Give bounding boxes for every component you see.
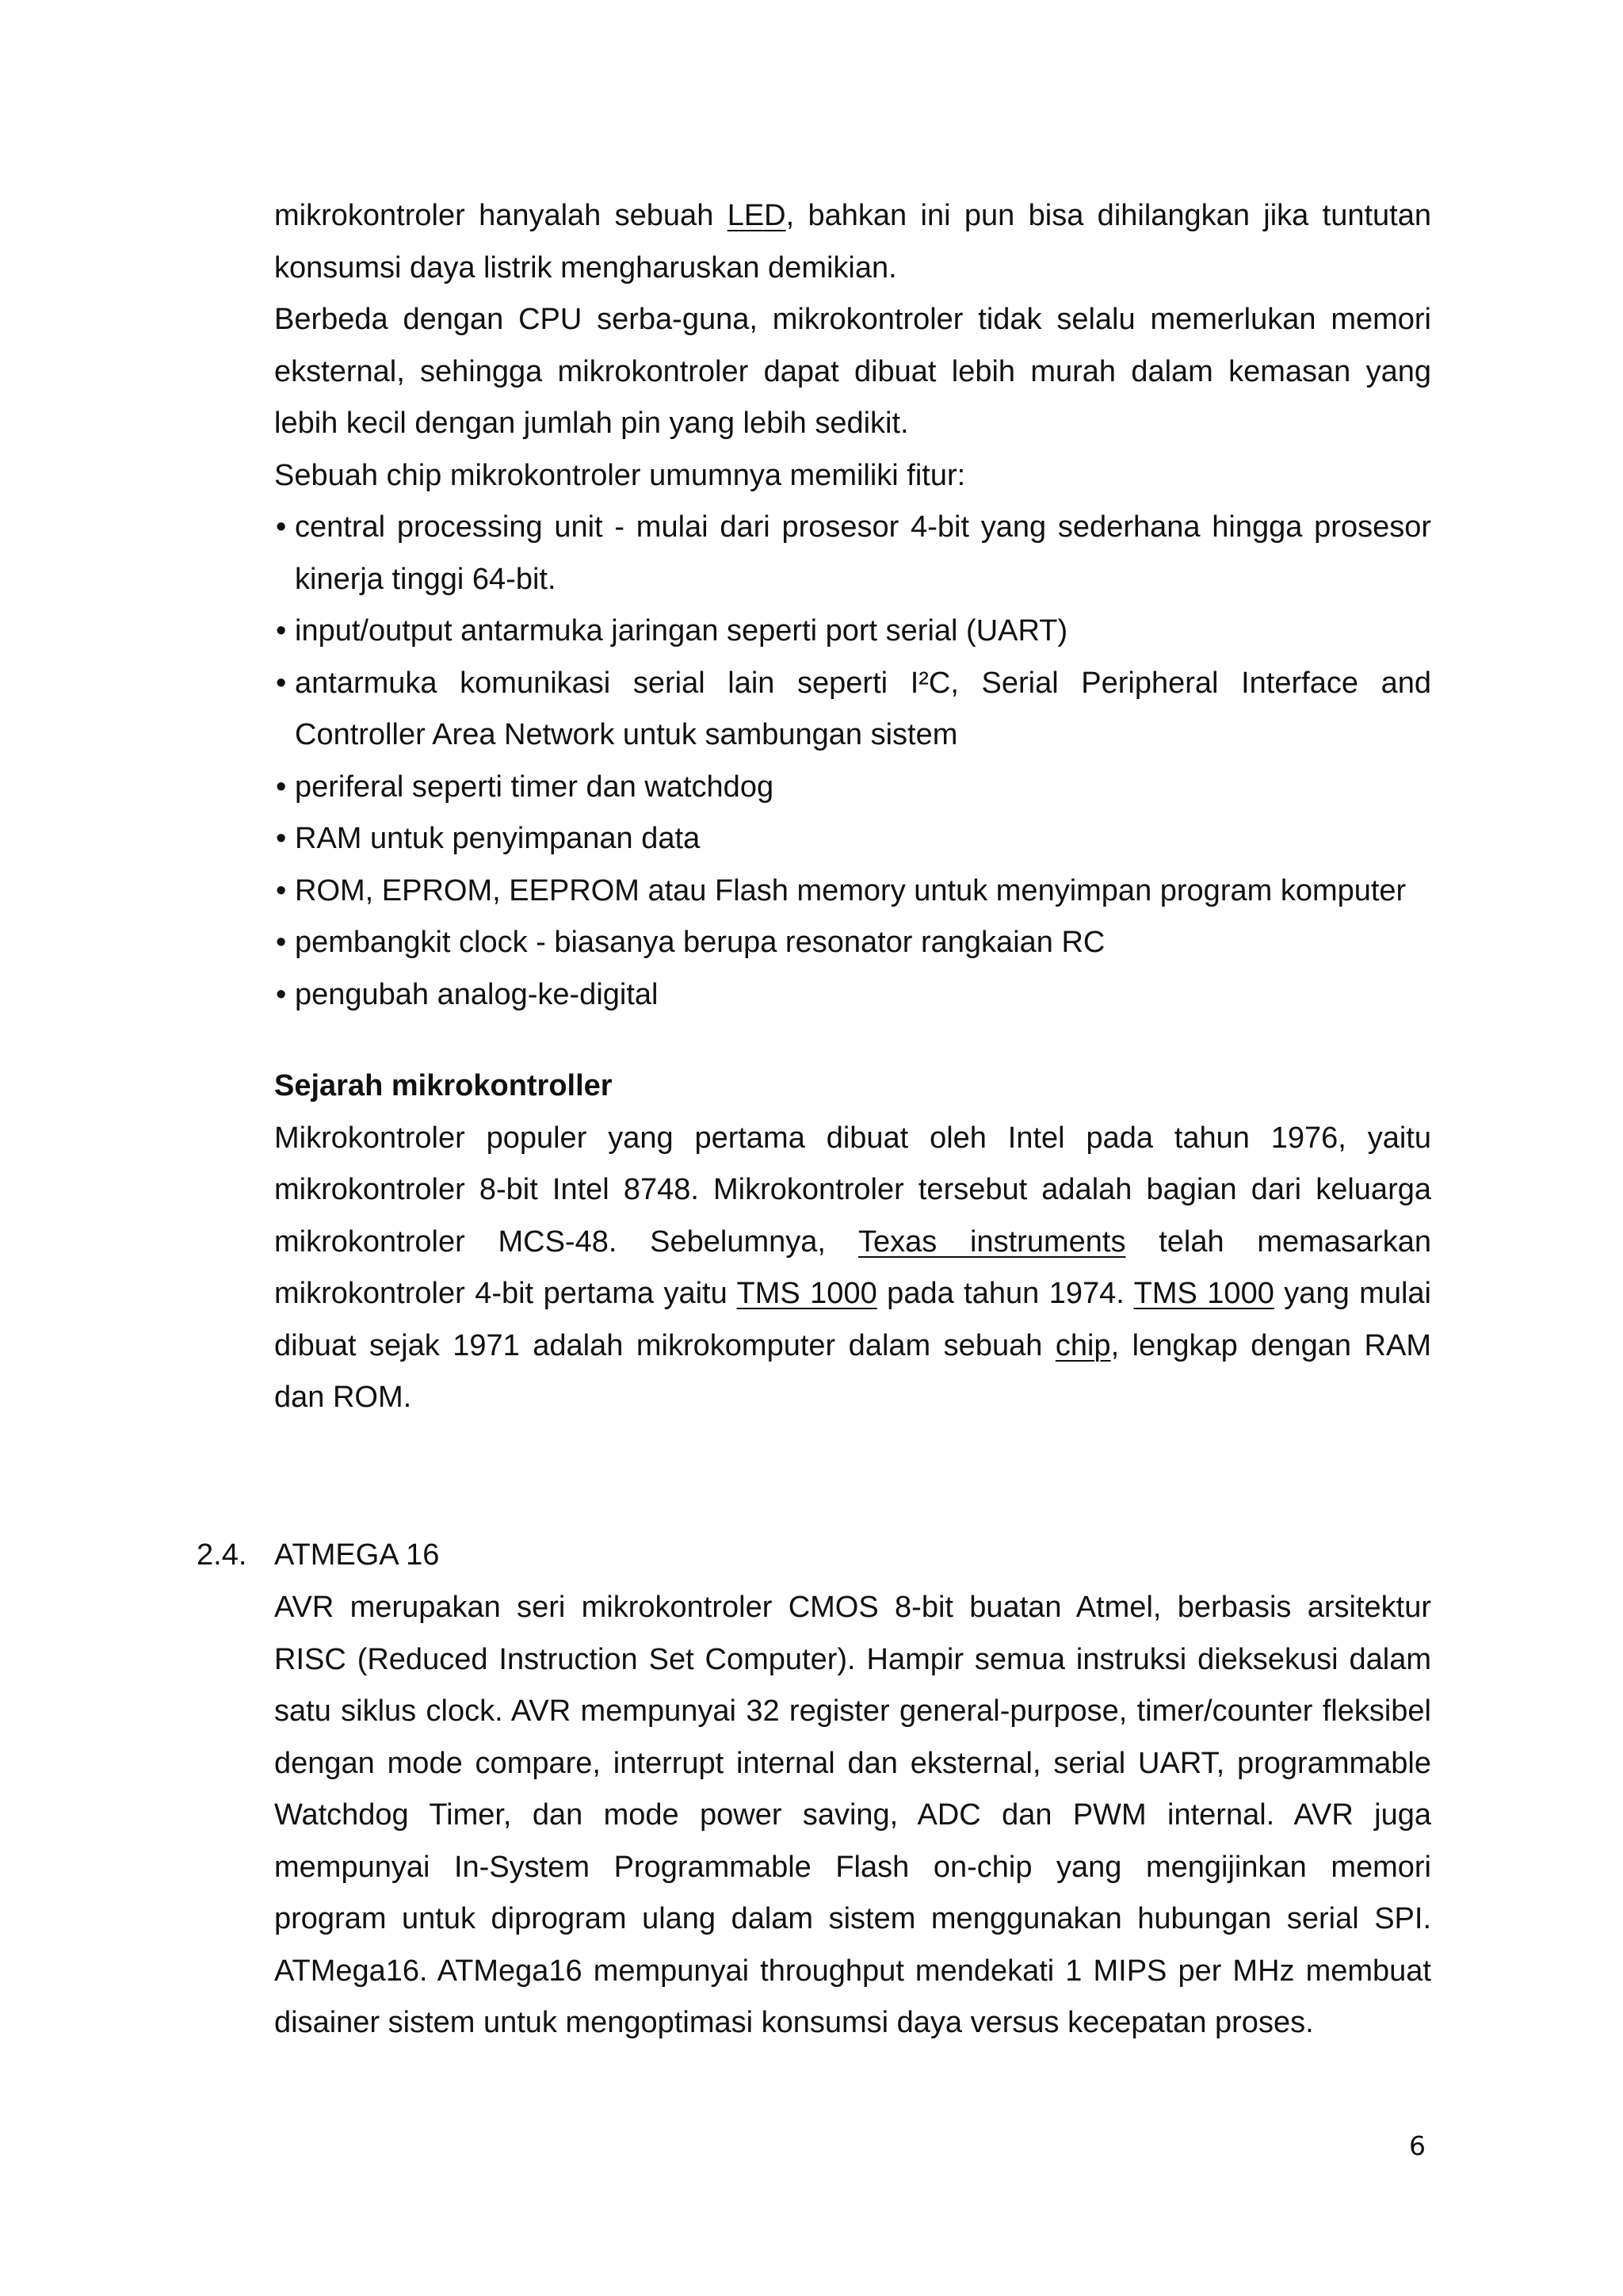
list-item: [274, 969, 1431, 1022]
list-item: [274, 865, 1431, 918]
bullet-icon: •: [276, 666, 287, 700]
section-body: [274, 1582, 1431, 2050]
bullet-icon: •: [276, 926, 287, 959]
list-item-text: pembangkit clock - biasanya berupa resonator rangkaian RC: [295, 926, 1106, 959]
led-link[interactable]: LED: [727, 199, 786, 232]
text-run: pada tahun 1974.: [876, 1277, 1134, 1310]
list-item-text: pengubah analog-ke-digital: [295, 977, 659, 1011]
intro-block: [274, 190, 1431, 1021]
history-paragraph: [274, 1113, 1431, 1424]
text-run: Mikrokontroler populer yang pertama dibuat oleh Intel pada tahun 1976, yaitu mikrokontroler 8-bit Intel 8748. Mikrokontroler tersebut adalah bagian dari keluarga mikrokontroler MCS-48. Sebelumnya,: [274, 1121, 1431, 1259]
list-item-text: periferal seperti timer dan watchdog: [295, 770, 774, 804]
bullet-icon: •: [276, 510, 287, 544]
list-item: [274, 502, 1431, 606]
feature-list: [274, 502, 1431, 1021]
list-item: [274, 917, 1431, 969]
list-item-text: RAM untuk penyimpanan data: [295, 822, 701, 855]
bullet-icon: •: [276, 873, 287, 907]
bullet-icon: •: [276, 614, 287, 648]
intro-paragraph-2: Berbeda dengan CPU serba-guna, mikrokontroler tidak selalu memerlukan memori eksternal, sehingga mikrokontroler dapat dibuat lebih murah dalam kemasan yang lebih kecil dengan jumlah pin yang lebih sedikit.: [274, 303, 1431, 440]
history-heading: Sejarah mikrokontroller: [274, 1069, 613, 1102]
tms1000-link[interactable]: TMS 1000: [1133, 1277, 1274, 1310]
list-item-text: ROM, EPROM, EEPROM atau Flash memory untuk menyimpan program komputer: [295, 873, 1407, 907]
list-item: [274, 658, 1431, 762]
text-run: , bahkan ini pun bisa dihilangkan jika tuntutan konsumsi daya listrik mengharuskan demikian.: [274, 199, 1431, 285]
chip-link[interactable]: chip: [1055, 1328, 1111, 1362]
bullet-icon: •: [276, 822, 287, 855]
history-block: [274, 1060, 1431, 1424]
list-item: [274, 762, 1431, 814]
list-item: [274, 606, 1431, 658]
features-intro: Sebuah chip mikrokontroler umumnya memiliki fitur:: [274, 458, 966, 492]
intro-paragraph-1: [274, 190, 1431, 294]
texas-instruments-link[interactable]: Texas instruments: [858, 1224, 1126, 1259]
section-number: 2.4.: [197, 1538, 247, 1572]
tms1000-link[interactable]: TMS 1000: [736, 1277, 877, 1310]
bullet-icon: •: [276, 770, 287, 804]
page-number: 6: [1409, 2130, 1426, 2161]
list-item-text: central processing unit - mulai dari prosesor 4-bit yang sederhana hingga prosesor kinerja tinggi 64-bit.: [295, 510, 1431, 596]
bullet-icon: •: [276, 977, 287, 1011]
text-run: mikrokontroler hanyalah sebuah: [274, 199, 727, 232]
section-paragraph: AVR merupakan seri mikrokontroler CMOS 8-bit buatan Atmel, berbasis arsitektur RISC (Reduced Instruction Set Computer). Hampir semua instruksi dieksekusi dalam satu siklus clock. AVR mempunyai 32 register general-purpose, timer/counter fleksibel dengan mode compare, interrupt internal dan eksternal, serial UART, programmable Watchdog Timer, dan mode power saving, ADC dan PWM internal. AVR juga mempunyai In-System Programmable Flash on-chip yang mengijinkan memori program untuk diprogram ulang dalam sistem menggunakan hubungan serial SPI. ATMega16. ATMega16 mempunyai throughput mendekati 1 MIPS per MHz membuat disainer sistem untuk mengoptimasi konsumsi daya versus kecepatan proses.: [274, 1591, 1431, 2039]
section-heading: [197, 1530, 439, 1582]
list-item-text: input/output antarmuka jaringan seperti port serial (UART): [295, 614, 1068, 648]
text-run: yang mulai dibuat sejak 1971 adalah mikrokomputer dalam sebuah: [274, 1277, 1431, 1362]
list-item-text: antarmuka komunikasi serial lain seperti I²C, Serial Peripheral Interface and Controller Area Network untuk sambungan sistem: [295, 666, 1431, 751]
text-run: telah memasarkan mikrokontroler 4-bit pertama yaitu: [274, 1224, 1431, 1310]
text-run: , lengkap dengan RAM dan ROM.: [274, 1328, 1431, 1414]
list-item: [274, 813, 1431, 865]
section-title: ATMEGA 16: [274, 1538, 440, 1572]
